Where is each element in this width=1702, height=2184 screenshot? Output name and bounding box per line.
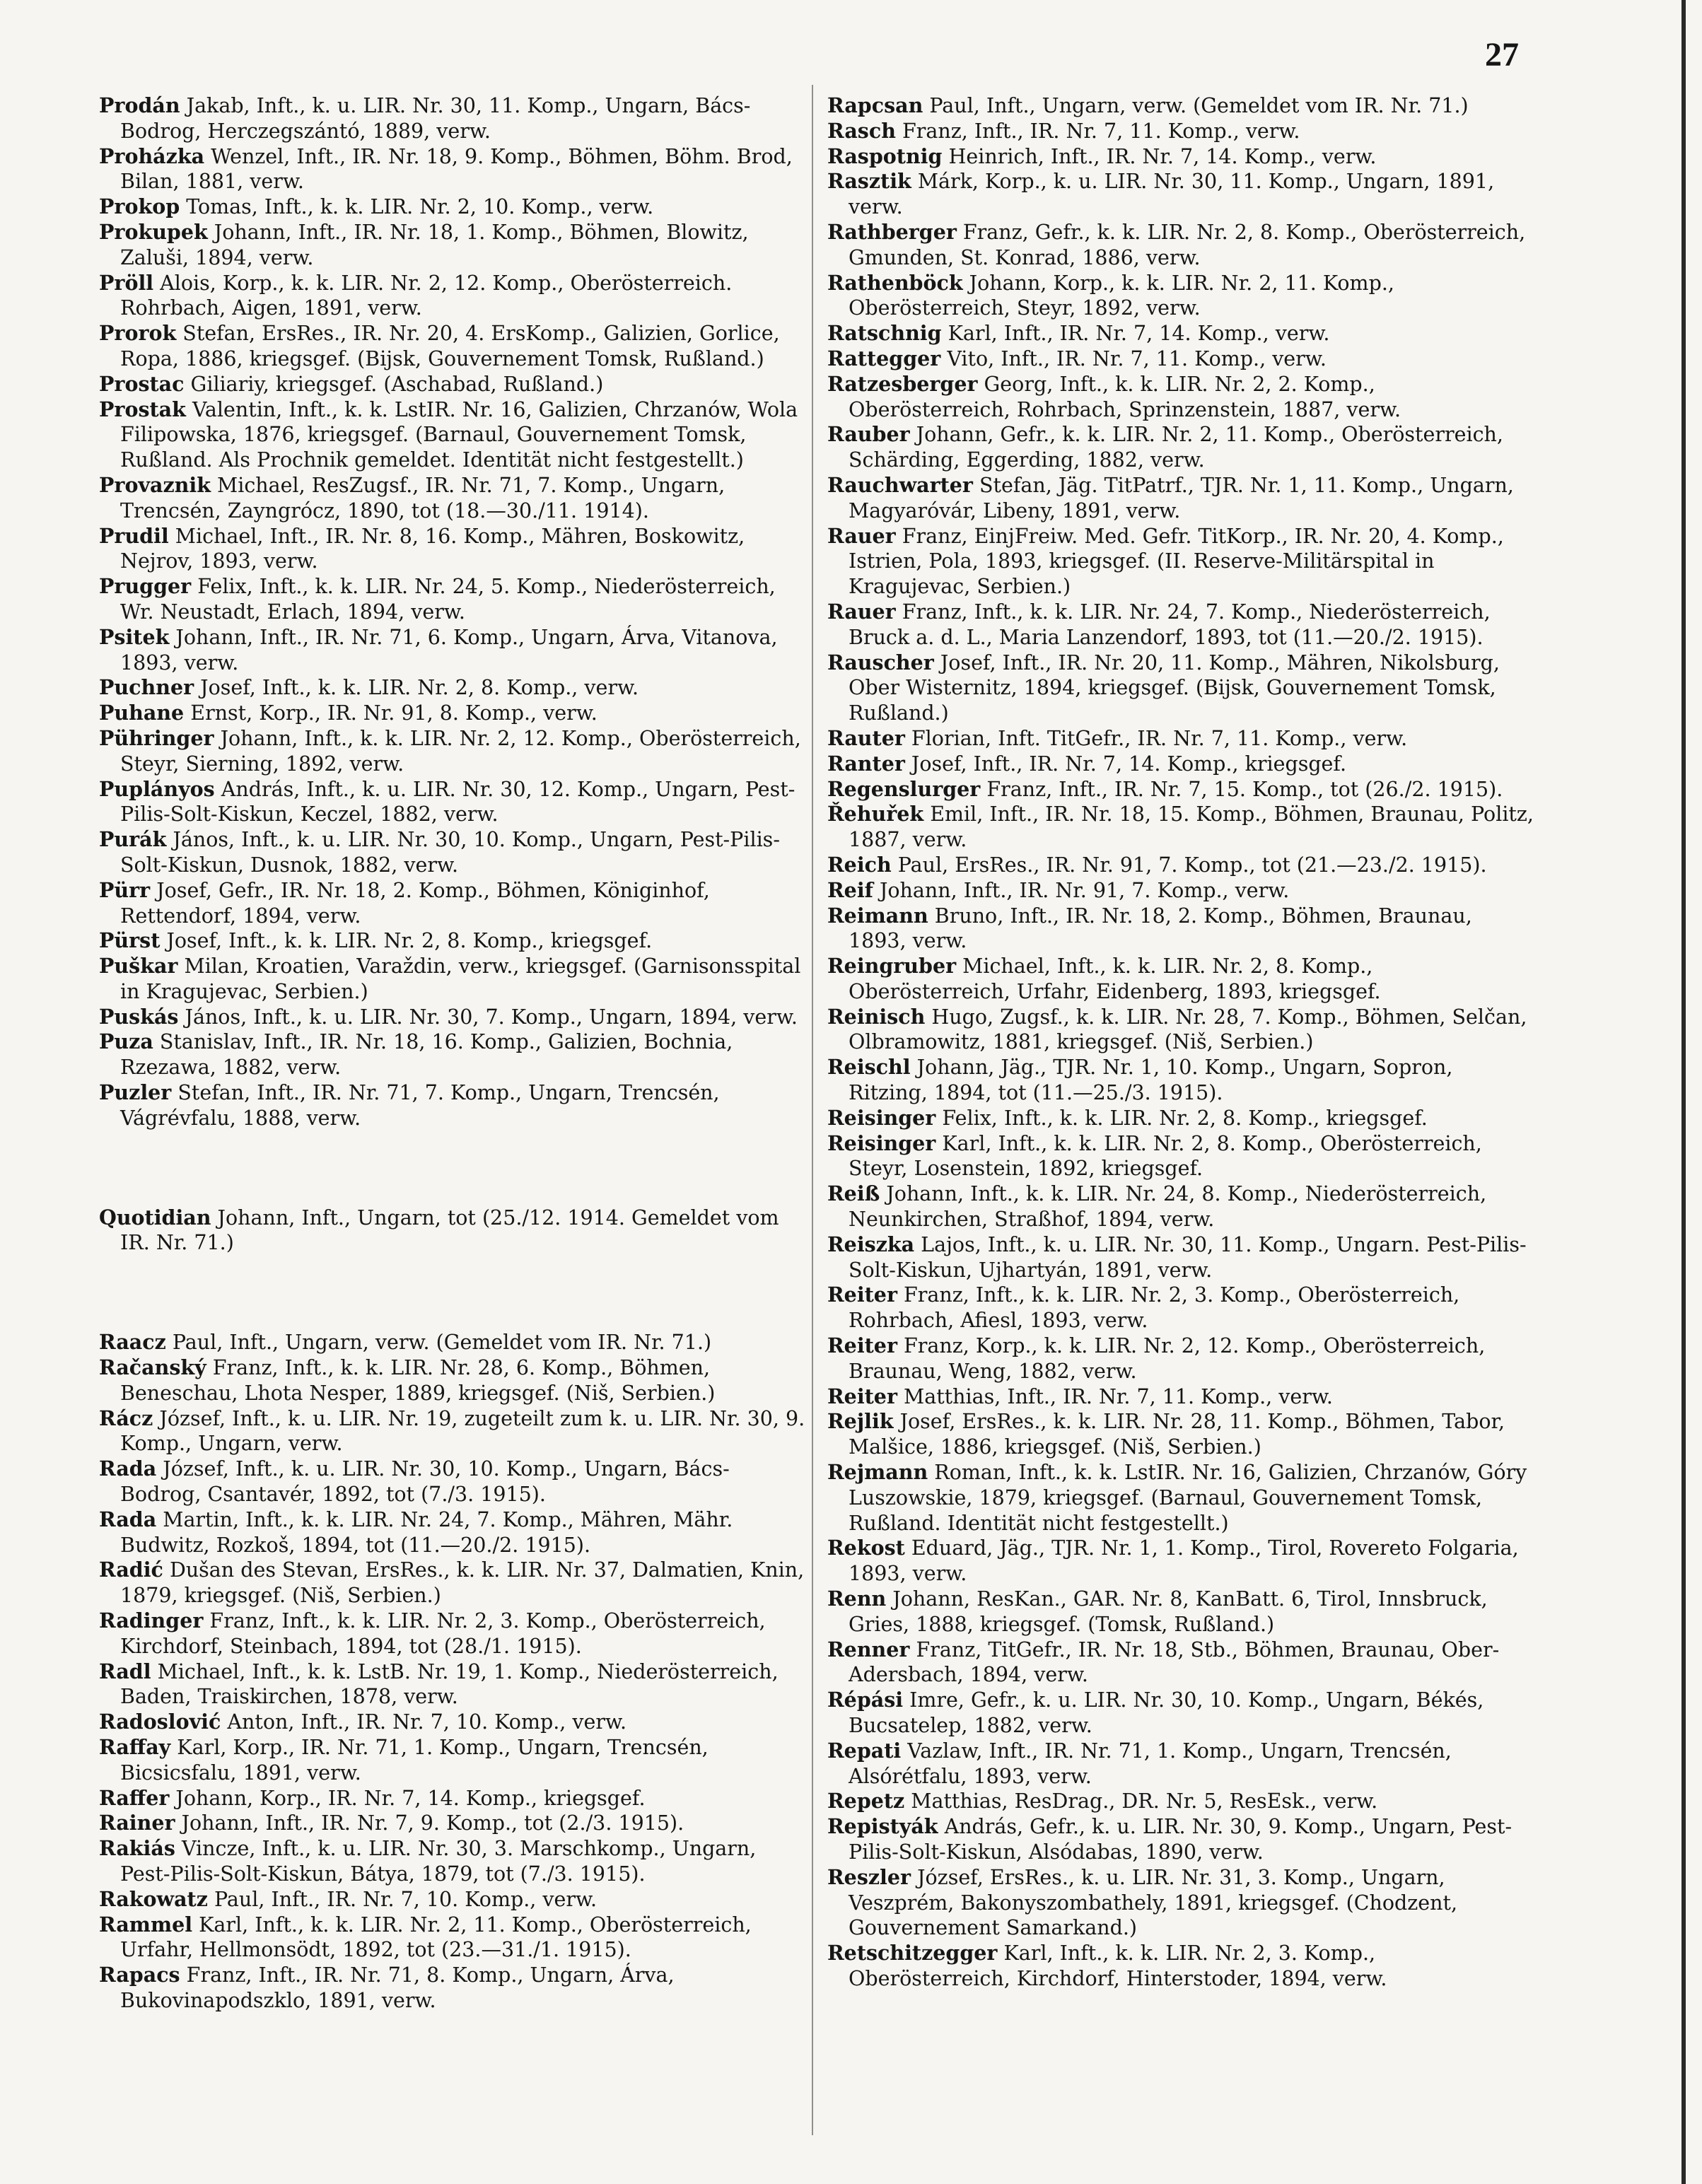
register-entry — [99, 1811, 806, 1836]
entry-details: Michael, Inft., k. k. LIR. Nr. 2, 8. Komp., Oberösterreich, Urfahr, Eidenberg, 1893, kriegsgef. — [849, 954, 1381, 1003]
entry-details: Michael, Inft., k. k. LstB. Nr. 19, 1. Komp., Niederösterreich, Baden, Traiskirchen, 1878, verw. — [120, 1659, 779, 1709]
register-entry — [827, 1005, 1534, 1056]
register-entry — [99, 625, 806, 676]
register-entry — [99, 1836, 806, 1887]
entry-details: Franz, Inft., k. k. LIR. Nr. 2, 3. Komp., Oberösterreich, Kirchdorf, Steinbach, 1894, tot (28./1. 1915). — [120, 1609, 766, 1658]
entry-details: Lajos, Inft., k. u. LIR. Nr. 30, 11. Komp., Ungarn. Pest-Pilis-Solt-Kiskun, Ujhartyán, 1891, verw. — [849, 1232, 1527, 1282]
entry-details: Josef, Inft., k. k. LIR. Nr. 2, 8. Komp., verw. — [194, 676, 639, 700]
register-entry — [99, 726, 806, 777]
entry-details: Johann, Korp., k. k. LIR. Nr. 2, 11. Komp., Oberösterreich, Steyr, 1892, verw. — [849, 271, 1394, 320]
entry-surname: Renner — [827, 1637, 910, 1662]
entry-surname: Rattegger — [827, 346, 941, 370]
register-entry — [99, 1005, 806, 1030]
entry-details: Bruno, Inft., IR. Nr. 18, 2. Komp., Böhmen, Braunau, 1893, verw. — [849, 904, 1472, 953]
entry-surname: Rauchwarter — [827, 472, 973, 497]
register-entry — [827, 346, 1534, 372]
entry-surname: Regenslurger — [827, 776, 981, 801]
entry-details: Josef, Gefr., IR. Nr. 18, 2. Komp., Böhmen, Königinhof, Rettendorf, 1894, verw. — [120, 878, 710, 928]
entry-details: Johann, Jäg., TJR. Nr. 1, 10. Komp., Ungarn, Sopron, Ritzing, 1894, tot (11.—25./3. 1915). — [849, 1056, 1453, 1105]
register-entry — [827, 422, 1534, 473]
entry-surname: Repetz — [827, 1789, 905, 1814]
entry-surname: Prodán — [99, 93, 180, 117]
register-entry — [827, 600, 1534, 650]
register-entry — [99, 1205, 806, 1256]
register-entry — [827, 1384, 1534, 1410]
entry-details: Vincze, Inft., k. u. LIR. Nr. 30, 3. Marschkomp., Ungarn, Pest-Pilis-Solt-Kiskun, Bátya, 1879, tot (7./3. 1915). — [120, 1837, 757, 1886]
entry-details: Vazlaw, Inft., IR. Nr. 71, 1. Komp., Ungarn, Trencsén, Alsórétfalu, 1893, verw. — [849, 1739, 1452, 1788]
entry-surname: Repati — [827, 1738, 902, 1763]
entry-details: Karl, Inft., k. k. LIR. Nr. 2, 11. Komp., Oberösterreich, Urfahr, Hellmonsödt, 1892, tot (23.—31./1. 1915). — [120, 1913, 752, 1962]
register-entry — [827, 1131, 1534, 1182]
entry-surname: Pühringer — [99, 725, 214, 750]
entry-details: Ernst, Korp., IR. Nr. 91, 8. Komp., verw. — [184, 701, 598, 725]
register-entry — [827, 726, 1534, 752]
register-entry — [99, 372, 806, 397]
entry-surname: Reimann — [827, 903, 928, 928]
register-entry — [827, 93, 1534, 119]
entry-details: Josef, Inft., IR. Nr. 20, 11. Komp., Mähren, Nikolsburg, Ober Wisternitz, 1894, kriegsgef. (Bijsk, Gouvernement Tomsk, Rußland.) — [849, 650, 1500, 725]
entry-details: János, Inft., k. u. LIR. Nr. 30, 10. Komp., Ungarn, Pest-Pilis-Solt-Kiskun, Dusnok, 1882, verw. — [120, 828, 780, 877]
register-entry — [99, 574, 806, 625]
entry-surname: Pürst — [99, 928, 161, 953]
entry-details: Anton, Inft., IR. Nr. 7, 10. Komp., verw. — [221, 1710, 627, 1734]
register-entry — [99, 675, 806, 701]
entry-surname: Proházka — [99, 144, 205, 168]
register-entry — [99, 220, 806, 271]
entry-surname: Puchner — [99, 675, 194, 700]
entry-details: Johann, ResKan., GAR. Nr. 8, KanBatt. 6, Tirol, Innsbruck, Gries, 1888, kriegsgef. (Tomsk, Rußland.) — [849, 1587, 1488, 1636]
entry-surname: Ranter — [827, 751, 905, 776]
entry-details: Josef, Inft., k. k. LIR. Nr. 2, 8. Komp., kriegsgef. — [160, 929, 653, 953]
entry-surname: Reischl — [827, 1055, 911, 1080]
register-entry — [99, 1659, 806, 1710]
entry-surname: Pürr — [99, 877, 151, 902]
register-entry — [99, 827, 806, 878]
entry-details: János, Inft., k. u. LIR. Nr. 30, 7. Komp., Ungarn, 1894, verw. — [178, 1005, 798, 1029]
column-divider — [812, 85, 813, 2135]
entry-surname: Rauber — [827, 422, 910, 447]
register-entry — [99, 321, 806, 372]
entry-surname: Rekost — [827, 1536, 905, 1560]
register-entry — [827, 1587, 1534, 1637]
register-entry — [827, 524, 1534, 600]
register-entry — [99, 878, 806, 929]
register-entry — [99, 1080, 806, 1131]
entry-surname: Rada — [99, 1456, 157, 1481]
entry-surname: Rathberger — [827, 219, 957, 244]
register-entry — [99, 144, 806, 195]
register-entry — [827, 1814, 1534, 1865]
entry-surname: Rasch — [827, 118, 896, 143]
entry-surname: Reszler — [827, 1864, 911, 1889]
register-entry — [827, 1055, 1534, 1106]
register-entry — [827, 802, 1534, 853]
register-entry — [827, 144, 1534, 170]
entry-surname: Purák — [99, 827, 167, 852]
entry-surname: Reiß — [827, 1181, 880, 1206]
entry-surname: Raspotnig — [827, 144, 943, 168]
register-entry — [99, 954, 806, 1005]
entry-surname: Quotidian — [99, 1205, 211, 1230]
entry-details: Johann, Inft., k. k. LIR. Nr. 2, 12. Komp., Oberösterreich, Steyr, Sierning, 1892, verw. — [120, 726, 801, 776]
entry-details: Karl, Inft., k. k. LIR. Nr. 2, 3. Komp., Oberösterreich, Kirchdorf, Hinterstoder, 1894, verw. — [849, 1941, 1387, 1990]
register-entry — [827, 853, 1534, 878]
entry-surname: Rauter — [827, 725, 905, 750]
register-entry — [827, 473, 1534, 524]
register-entry — [99, 1786, 806, 1811]
entry-details: Florian, Inft. TitGefr., IR. Nr. 7, 11. Komp., verw. — [904, 726, 1408, 750]
left-column — [99, 93, 806, 2014]
entry-surname: Puhane — [99, 701, 185, 725]
register-entry — [827, 220, 1534, 271]
entry-details: Franz, EinjFreiw. Med. Gefr. TitKorp., IR. Nr. 20, 4. Komp., Istrien, Pola, 1893, kriegsgef. (II. Reserve-Militärspital in Kragujevac, Serbien.) — [849, 524, 1504, 599]
register-entry — [827, 1637, 1534, 1688]
entry-surname: Répási — [827, 1688, 904, 1712]
entry-surname: Rasztik — [827, 169, 911, 194]
entry-details: Johann, Gefr., k. k. LIR. Nr. 2, 11. Komp., Oberösterreich, Schärding, Eggerding, 1882, verw. — [849, 423, 1503, 472]
entry-details: Matthias, Inft., IR. Nr. 7, 11. Komp., verw. — [897, 1384, 1333, 1408]
entry-surname: Reisinger — [827, 1105, 936, 1130]
entry-surname: Radić — [99, 1558, 163, 1582]
register-entry — [827, 954, 1534, 1005]
entry-details: Stefan, ErsRes., IR. Nr. 20, 4. ErsKomp., Galizien, Gorlice, Ropa, 1886, kriegsgef. (Bijsk, Gouvernement Tomsk, Rußland.) — [120, 322, 780, 370]
register-entry — [827, 1865, 1534, 1941]
register-entry — [99, 1406, 806, 1457]
register-entry — [827, 878, 1534, 904]
entry-surname: Rapcsan — [827, 93, 923, 117]
entry-surname: Puškar — [99, 954, 178, 979]
register-entry — [827, 1739, 1534, 1789]
entry-details: Felix, Inft., k. k. LIR. Nr. 2, 8. Komp., kriegsgef. — [935, 1106, 1428, 1130]
entry-surname: Reiter — [827, 1384, 897, 1408]
register-entry — [827, 1536, 1534, 1587]
entry-details: Márk, Korp., k. u. LIR. Nr. 30, 11. Komp., Ungarn, 1891, verw. — [849, 170, 1495, 219]
entry-details: Paul, Inft., IR. Nr. 7, 10. Komp., verw. — [207, 1887, 598, 1911]
section-gap — [99, 1131, 806, 1205]
entry-surname: Rejlik — [827, 1409, 894, 1434]
entry-details: Franz, Inft., k. k. LIR. Nr. 2, 3. Komp., Oberösterreich, Rohrbach, Afiesl, 1893, verw. — [849, 1283, 1460, 1333]
register-entry — [99, 1735, 806, 1786]
register-entry — [827, 752, 1534, 777]
register-entry — [827, 1789, 1534, 1814]
entry-surname: Ratzesberger — [827, 371, 978, 396]
entry-details: Paul, ErsRes., IR. Nr. 91, 7. Komp., tot (21.—23./2. 1915). — [891, 853, 1487, 877]
entry-surname: Rácz — [99, 1406, 153, 1430]
entry-details: Michael, Inft., IR. Nr. 8, 16. Komp., Mähren, Boskowitz, Nejrov, 1893, verw. — [120, 524, 745, 573]
register-entry — [99, 1608, 806, 1659]
entry-surname: Rathenböck — [827, 270, 963, 295]
entry-surname: Psitek — [99, 624, 170, 649]
entry-details: Josef, Inft., IR. Nr. 7, 14. Komp., kriegsgef. — [904, 752, 1347, 776]
entry-details: Karl, Inft., k. k. LIR. Nr. 2, 8. Komp., Oberösterreich, Steyr, Losenstein, 1892, kriegsgef. — [849, 1131, 1482, 1181]
entry-details: Stanislav, Inft., IR. Nr. 18, 16. Komp., Galizien, Bochnia, Rzezawa, 1882, verw. — [120, 1030, 733, 1080]
entry-surname: Rapacs — [99, 1963, 180, 1987]
entry-details: Roman, Inft., k. k. LstIR. Nr. 16, Galizien, Chrzanów, Góry Luszowskie, 1879, kriegsgef. (Barnaul, Gouvernement Tomsk, Rußland. Identität nicht festgestellt.) — [849, 1461, 1527, 1535]
entry-details: Alois, Korp., k. k. LIR. Nr. 2, 12. Komp., Oberösterreich. Rohrbach, Aigen, 1891, verw. — [120, 271, 733, 320]
entry-surname: Ratschnig — [827, 321, 942, 346]
page-edge — [1681, 0, 1686, 2184]
entry-surname: Reisinger — [827, 1131, 936, 1155]
entry-surname: Radinger — [99, 1608, 204, 1633]
register-entry — [827, 650, 1534, 726]
entry-details: Tomas, Inft., k. k. LIR. Nr. 2, 10. Komp., verw. — [180, 195, 654, 219]
entry-surname: Radoslović — [99, 1710, 221, 1734]
entry-details: Paul, Inft., Ungarn, verw. (Gemeldet vom IR. Nr. 71.) — [165, 1331, 712, 1355]
register-entry — [99, 701, 806, 726]
entry-details: Johann, Inft., IR. Nr. 18, 1. Komp., Böhmen, Blowitz, Zaluši, 1894, verw. — [120, 220, 749, 269]
entry-details: Eduard, Jäg., TJR. Nr. 1, 1. Komp., Tirol, Rovereto Folgaria, 1893, verw. — [849, 1536, 1519, 1586]
register-entry — [827, 372, 1534, 423]
entry-surname: Puplányos — [99, 776, 215, 801]
entry-surname: Raffay — [99, 1735, 171, 1760]
register-entry — [99, 928, 806, 954]
entry-details: Stefan, Jäg. TitPatrf., TJR. Nr. 1, 11. Komp., Ungarn, Magyaróvár, Libeny, 1891, verw. — [849, 473, 1514, 522]
register-entry — [99, 1963, 806, 2014]
entry-details: Michael, ResZugsf., IR. Nr. 71, 7. Komp., Ungarn, Trencsén, Zayngrócz, 1890, tot (18.—30./11. 1914). — [120, 473, 725, 522]
entry-details: Paul, Inft., Ungarn, verw. (Gemeldet vom IR. Nr. 71.) — [923, 94, 1469, 117]
entry-surname: Reingruber — [827, 954, 957, 979]
entry-surname: Radl — [99, 1659, 151, 1683]
entry-details: Franz, Inft., IR. Nr. 7, 15. Komp., tot (26./2. 1915). — [980, 777, 1503, 801]
entry-details: Imre, Gefr., k. u. LIR. Nr. 30, 10. Komp., Ungarn, Békés, Bucsatelep, 1882, verw. — [849, 1688, 1484, 1737]
entry-details: András, Inft., k. u. LIR. Nr. 30, 12. Komp., Ungarn, Pest-Pilis-Solt-Kiskun, Keczel, 1882, verw. — [120, 777, 795, 827]
register-entry — [99, 1029, 806, 1080]
entry-details: Milan, Kroatien, Varaždin, verw., kriegsgef. (Garnisonsspital in Kragujevac, Serbien.) — [120, 954, 801, 1003]
entry-details: József, Inft., k. u. LIR. Nr. 30, 10. Komp., Ungarn, Bács-Bodrog, Csantavér, 1892, tot (7./3. 1915). — [120, 1457, 730, 1507]
entry-surname: Prostac — [99, 371, 185, 396]
register-entry — [827, 1232, 1534, 1283]
entry-details: Johann, Inft., k. k. LIR. Nr. 24, 8. Komp., Niederösterreich, Neunkirchen, Straßhof, 1894, verw. — [849, 1182, 1487, 1232]
entry-details: Johann, Inft., IR. Nr. 91, 7. Komp., verw. — [873, 878, 1290, 902]
entry-surname: Provaznik — [99, 472, 211, 497]
page-number: 27 — [1485, 36, 1519, 74]
entry-surname: Reiter — [827, 1283, 897, 1307]
right-column — [827, 93, 1534, 1992]
entry-details: Dušan des Stevan, ErsRes., k. k. LIR. Nr. 37, Dalmatien, Knin, 1879, kriegsgef. (Niš, Serbien.) — [120, 1558, 805, 1608]
entry-surname: Renn — [827, 1587, 887, 1611]
entry-details: Karl, Korp., IR. Nr. 71, 1. Komp., Ungarn, Trencsén, Bicsicsfalu, 1891, verw. — [120, 1736, 709, 1785]
entry-surname: Reiszka — [827, 1232, 915, 1256]
register-entry — [99, 1710, 806, 1735]
section-gap — [99, 1256, 806, 1330]
entry-surname: Pröll — [99, 270, 154, 295]
entry-details: Franz, Inft., k. k. LIR. Nr. 24, 7. Komp., Niederösterreich, Bruck a. d. L., Maria Lanzendorf, 1893, tot (11.—20./2. 1915). — [849, 600, 1491, 649]
register-entry — [99, 397, 806, 473]
entry-surname: Retschitzegger — [827, 1941, 998, 1966]
entry-surname: Prorok — [99, 321, 177, 346]
entry-details: Jakab, Inft., k. u. LIR. Nr. 30, 11. Komp., Ungarn, Bács-Bodrog, Herczegszántó, 1889, verw. — [120, 94, 751, 143]
entry-details: Stefan, Inft., IR. Nr. 71, 7. Komp., Ungarn, Trencsén, Vágrévfalu, 1888, verw. — [120, 1081, 720, 1130]
entry-surname: Prugger — [99, 574, 192, 599]
register-entry — [99, 473, 806, 524]
entry-details: Franz, Korp., k. k. LIR. Nr. 2, 12. Komp., Oberösterreich, Braunau, Weng, 1882, verw. — [849, 1334, 1486, 1383]
entry-details: Johann, Korp., IR. Nr. 7, 14. Komp., kriegsgef. — [169, 1786, 646, 1810]
entry-surname: Raffer — [99, 1785, 170, 1810]
entry-surname: Rainer — [99, 1811, 175, 1835]
entry-details: Franz, Inft., k. k. LIR. Nr. 28, 6. Komp., Böhmen, Beneschau, Lhota Nesper, 1889, kriegsgef. (Niš, Serbien.) — [120, 1356, 716, 1405]
entry-surname: Puskás — [99, 1004, 179, 1029]
entry-details: József, ErsRes., k. u. LIR. Nr. 31, 3. Komp., Ungarn, Veszprém, Bakonyszombathely, 1891, kriegsgef. (Chodzent, Gouvernement Samarkand.) — [849, 1865, 1458, 1940]
entry-surname: Reinisch — [827, 1004, 926, 1029]
entry-details: Heinrich, Inft., IR. Nr. 7, 14. Komp., verw. — [942, 144, 1377, 168]
entry-surname: Prudil — [99, 523, 169, 548]
register-entry — [99, 1887, 806, 1913]
entry-surname: Prokupek — [99, 219, 208, 244]
register-entry — [827, 777, 1534, 802]
register-entry — [827, 1106, 1534, 1131]
entry-surname: Rakowatz — [99, 1886, 208, 1911]
entry-details: Johann, Inft., IR. Nr. 71, 6. Komp., Ungarn, Árva, Vitanova, 1893, verw. — [120, 625, 778, 675]
entry-surname: Rada — [99, 1507, 157, 1531]
entry-surname: Raacz — [99, 1330, 166, 1355]
entry-surname: Řehuřek — [827, 802, 924, 827]
entry-details: Georg, Inft., k. k. LIR. Nr. 2, 2. Komp., Oberösterreich, Rohrbach, Sprinzenstein, 1887, verw. — [849, 372, 1401, 421]
register-entry — [827, 1283, 1534, 1333]
entry-details: Matthias, ResDrag., DR. Nr. 5, ResEsk., verw. — [904, 1789, 1378, 1814]
entry-details: Franz, Inft., IR. Nr. 7, 11. Komp., verw. — [895, 119, 1300, 143]
entry-surname: Puza — [99, 1029, 153, 1054]
entry-surname: Prokop — [99, 194, 180, 219]
entry-details: Wenzel, Inft., IR. Nr. 18, 9. Komp., Böhmen, Böhm. Brod, Bilan, 1881, verw. — [120, 144, 793, 194]
entry-details: Franz, TitGefr., IR. Nr. 18, Stb., Böhmen, Braunau, Ober-Adersbach, 1894, verw. — [849, 1637, 1500, 1687]
register-entry — [99, 271, 806, 322]
entry-details: Martin, Inft., k. k. LIR. Nr. 24, 7. Komp., Mähren, Mähr. Budwitz, Rozkoš, 1894, tot (11.—20./2. 1915). — [120, 1507, 733, 1557]
register-entry — [99, 1507, 806, 1558]
entry-surname: Račanský — [99, 1355, 206, 1380]
register-entry — [827, 1941, 1534, 1992]
entry-details: Franz, Inft., IR. Nr. 71, 8. Komp., Ungarn, Árva, Bukovinapodszklo, 1891, verw. — [120, 1963, 675, 2012]
entry-surname: Rammel — [99, 1912, 193, 1937]
entry-details: József, Inft., k. u. LIR. Nr. 19, zugeteilt zum k. u. LIR. Nr. 30, 9. Komp., Ungarn, verw. — [120, 1406, 805, 1456]
entry-surname: Rauer — [827, 599, 896, 624]
register-entry — [827, 169, 1534, 220]
register-entry — [99, 194, 806, 220]
register-entry — [99, 1330, 806, 1355]
entry-surname: Reif — [827, 877, 873, 902]
entry-details: Emil, Inft., IR. Nr. 18, 15. Komp., Böhmen, Braunau, Politz, 1887, verw. — [849, 802, 1534, 852]
register-entry — [99, 777, 806, 828]
entry-details: Felix, Inft., k. k. LIR. Nr. 24, 5. Komp., Niederösterreich, Wr. Neustadt, Erlach, 1894, verw. — [120, 575, 776, 624]
register-entry — [827, 119, 1534, 144]
entry-details: Vito, Inft., IR. Nr. 7, 11. Komp., verw. — [940, 346, 1327, 370]
entry-details: András, Gefr., k. u. LIR. Nr. 30, 9. Komp., Ungarn, Pest-Pilis-Solt-Kiskun, Alsódabas, 1890, verw. — [849, 1815, 1512, 1864]
register-entry — [99, 1355, 806, 1406]
entry-details: Johann, Inft., IR. Nr. 7, 9. Komp., tot (2./3. 1915). — [175, 1811, 684, 1835]
entry-details: Josef, ErsRes., k. k. LIR. Nr. 28, 11. Komp., Böhmen, Tabor, Malšice, 1886, kriegsgef. (Niš, Serbien.) — [849, 1410, 1505, 1459]
entry-surname: Repistyák — [827, 1814, 938, 1839]
entry-surname: Rauscher — [827, 650, 934, 675]
entry-surname: Rakiás — [99, 1836, 175, 1861]
register-entry — [99, 1456, 806, 1507]
entry-details: Giliariy, kriegsgef. (Aschabad, Rußland.) — [184, 372, 604, 396]
register-entry — [827, 1333, 1534, 1384]
register-entry — [827, 271, 1534, 322]
register-entry — [99, 93, 806, 144]
register-entry — [827, 1688, 1534, 1739]
entry-details: Franz, Gefr., k. k. LIR. Nr. 2, 8. Komp., Oberösterreich, Gmunden, St. Konrad, 1886, verw. — [849, 220, 1526, 269]
register-entry — [99, 1913, 806, 1963]
entry-surname: Prostak — [99, 397, 186, 421]
entry-details: Karl, Inft., IR. Nr. 7, 14. Komp., verw. — [941, 322, 1330, 346]
entry-surname: Reiter — [827, 1333, 897, 1358]
entry-details: Valentin, Inft., k. k. LstIR. Nr. 16, Galizien, Chrzanów, Wola Filipowska, 1876, kriegsgef. (Barnaul, Gouvernement Tomsk, Rußland. Als Prochnik gemeldet. Identität nicht festgestellt.) — [120, 397, 798, 472]
register-entry — [827, 904, 1534, 954]
register-entry — [827, 1409, 1534, 1460]
entry-surname: Rejmann — [827, 1460, 928, 1485]
entry-surname: Reich — [827, 852, 892, 877]
entry-details: Johann, Inft., Ungarn, tot (25./12. 1914. Gemeldet vom IR. Nr. 71.) — [120, 1205, 779, 1255]
register-entry — [827, 1181, 1534, 1232]
register-entry — [827, 321, 1534, 346]
register-entry — [99, 524, 806, 575]
entry-surname: Rauer — [827, 523, 896, 548]
register-entry — [99, 1558, 806, 1608]
entry-details: Hugo, Zugsf., k. k. LIR. Nr. 28, 7. Komp., Böhmen, Selčan, Olbramowitz, 1881, kriegsgef. (Niš, Serbien.) — [849, 1005, 1527, 1054]
register-entry — [827, 1460, 1534, 1536]
entry-surname: Puzler — [99, 1080, 172, 1105]
